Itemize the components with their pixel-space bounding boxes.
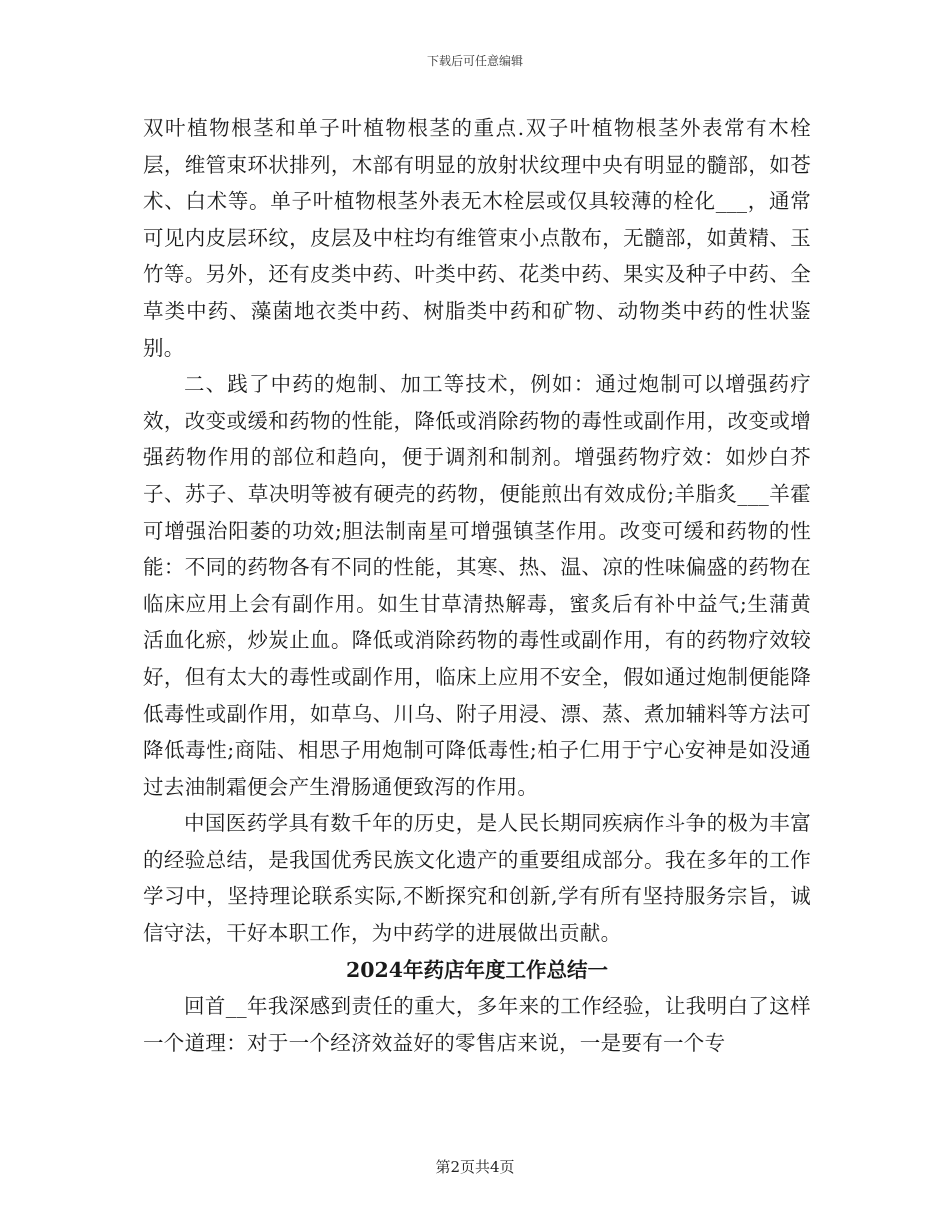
page-header: 下载后可任意编辑	[426, 54, 523, 68]
paragraph-section-intro: 回首__年我深感到责任的重大，多年来的工作经验，让我明白了这样一个道理：对于一个经济效益好的零售店来说，一是要有一个专	[143, 994, 811, 1055]
document-body	[143, 110, 811, 1061]
paragraph-processing-techniques: 二、践了中药的炮制、加工等技术，例如：通过炮制可以增强药疗效，改变或缓和药物的性能，降低或消除药物的毒性或副作用，改变或增强药物作用的部位和趋向，便于调剂和制剂。增强药物疗效：如炒白芥子、苏子、草决明等被有硬壳的药物，便能煎出有效成份;羊脂炙___羊霍可增强治阳萎的功效;胆法制南星可增强镇茎作用。改变可缓和药物的性能：不同的药物各有不同的性能，其寒、热、温、凉的性味偏盛的药物在临床应用上会有副作用。如生甘草清热解毒，蜜炙后有补中益气;生蒲黄活血化瘀，炒炭止血。降低或消除药物的毒性或副作用，有的药物疗效较好，但有太大的毒性或副作用，临床上应用不安全，假如通过炮制便能降低毒性或副作用，如草乌、川乌、附子用浸、漂、蒸、煮加辅料等方法可降低毒性;商陆、相思子用炮制可降低毒性;柏子仁用于宁心安神是如没通过去油制霜便会产生滑肠通便致泻的作用。	[143, 372, 811, 799]
section-title: 2024年药店年度工作总结一	[345, 957, 609, 982]
page-footer: 第2页共4页	[435, 1158, 515, 1176]
paragraph-root-comparison: 双叶植物根茎和单子叶植物根茎的重点.双子叶植物根茎外表常有木栓层，维管束环状排列，木部有明显的放射状纹理中央有明显的髓部，如苍术、白术等。单子叶植物根茎外表无木栓层或仅具较薄的栓化___，通常可见内皮层环纹，皮层及中柱均有维管束小点散布，无髓部，如黄精、玉竹等。另外，还有皮类中药、叶类中药、花类中药、果实及种子中药、全草类中药、藻菌地衣类中药、树脂类中药和矿物、动物类中药的性状鉴别。	[143, 116, 811, 360]
paragraph-conclusion: 中国医药学具有数千年的历史，是人民长期同疾病作斗争的极为丰富的经验总结，是我国优秀民族文化遗产的重要组成部分。我在多年的工作学习中，坚持理论联系实际,不断探究和创新,学有所有坚持服务宗旨，诚信守法，干好本职工作，为中药学的进展做出贡献。	[143, 811, 811, 946]
